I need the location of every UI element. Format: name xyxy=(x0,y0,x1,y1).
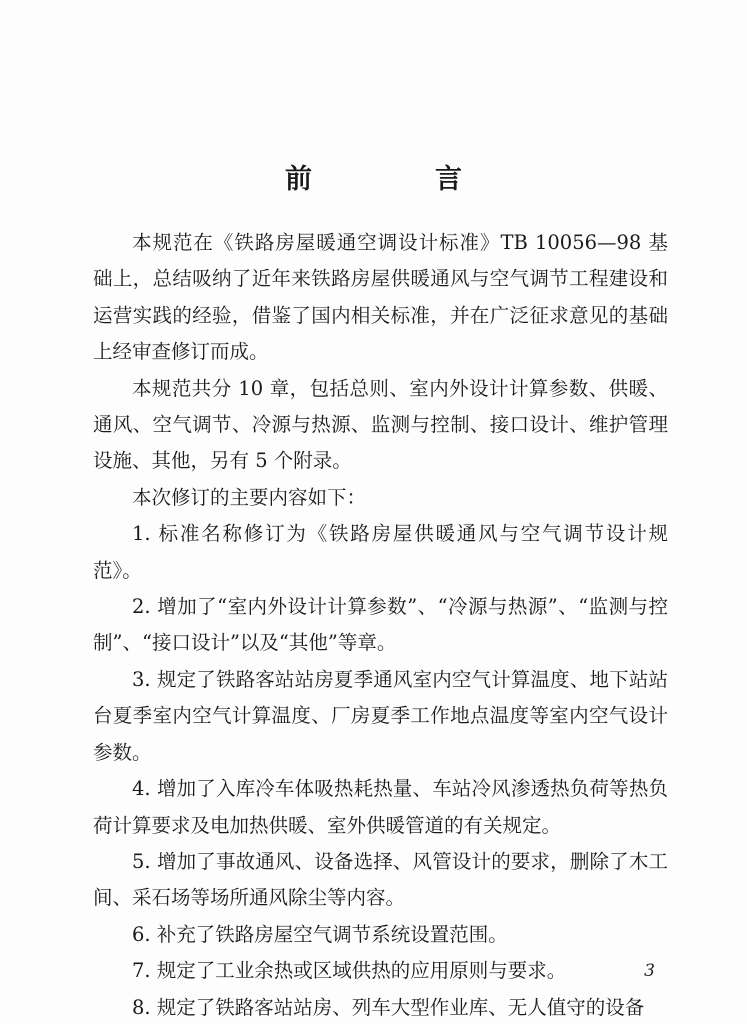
list-item-1: 1. 标准名称修订为《铁路房屋供暖通风与空气调节设计规范》。 xyxy=(93,522,668,582)
body-text xyxy=(93,225,668,1026)
page-number: 3 xyxy=(644,961,655,981)
page-title: 前 言 xyxy=(285,164,510,195)
list-item-6: 6. 补充了铁路房屋空气调节系统设置范围。 xyxy=(132,922,508,946)
list-item-4: 4. 增加了入库冷车体吸热耗热量、车站冷风渗透热负荷等热负荷计算要求及电加热供暖、室外供暖管道的有关规定。 xyxy=(93,777,668,837)
list-item-7: 7. 规定了工业余热或区域供热的应用原则与要求。 xyxy=(132,959,567,983)
list-item-2: 2. 增加了“室内外设计计算参数”、“冷源与热源”、“监测与控制”、“接口设计”以及“其他”等章。 xyxy=(93,595,668,655)
list-item-8: 8. 规定了铁路客站站房、列车大型作业库、无人值守的设备 xyxy=(132,995,645,1019)
paragraph-revision-heading: 本次修订的主要内容如下： xyxy=(132,485,367,509)
paragraph-structure: 本规范共分 10 章，包括总则、室内外设计计算参数、供暖、通风、空气调节、冷源与热源、监测与控制、接口设计、维护管理设施、其他，另有 5 个附录。 xyxy=(93,376,668,473)
paragraph-intro: 本规范在《铁路房屋暖通空调设计标准》TB 10056—98 基础上，总结吸纳了近年来铁路房屋供暖通风与空气调节工程建设和运营实践的经验，借鉴了国内相关标准，并在广泛征求意见的基础上经审查修订而成。 xyxy=(93,231,668,364)
list-item-3: 3. 规定了铁路客站站房夏季通风室内空气计算温度、地下站站台夏季室内空气计算温度、厂房夏季工作地点温度等室内空气设计参数。 xyxy=(93,667,668,764)
list-item-5: 5. 增加了事故通风、设备选择、风管设计的要求，删除了木工间、采石场等场所通风除尘等内容。 xyxy=(93,849,668,910)
